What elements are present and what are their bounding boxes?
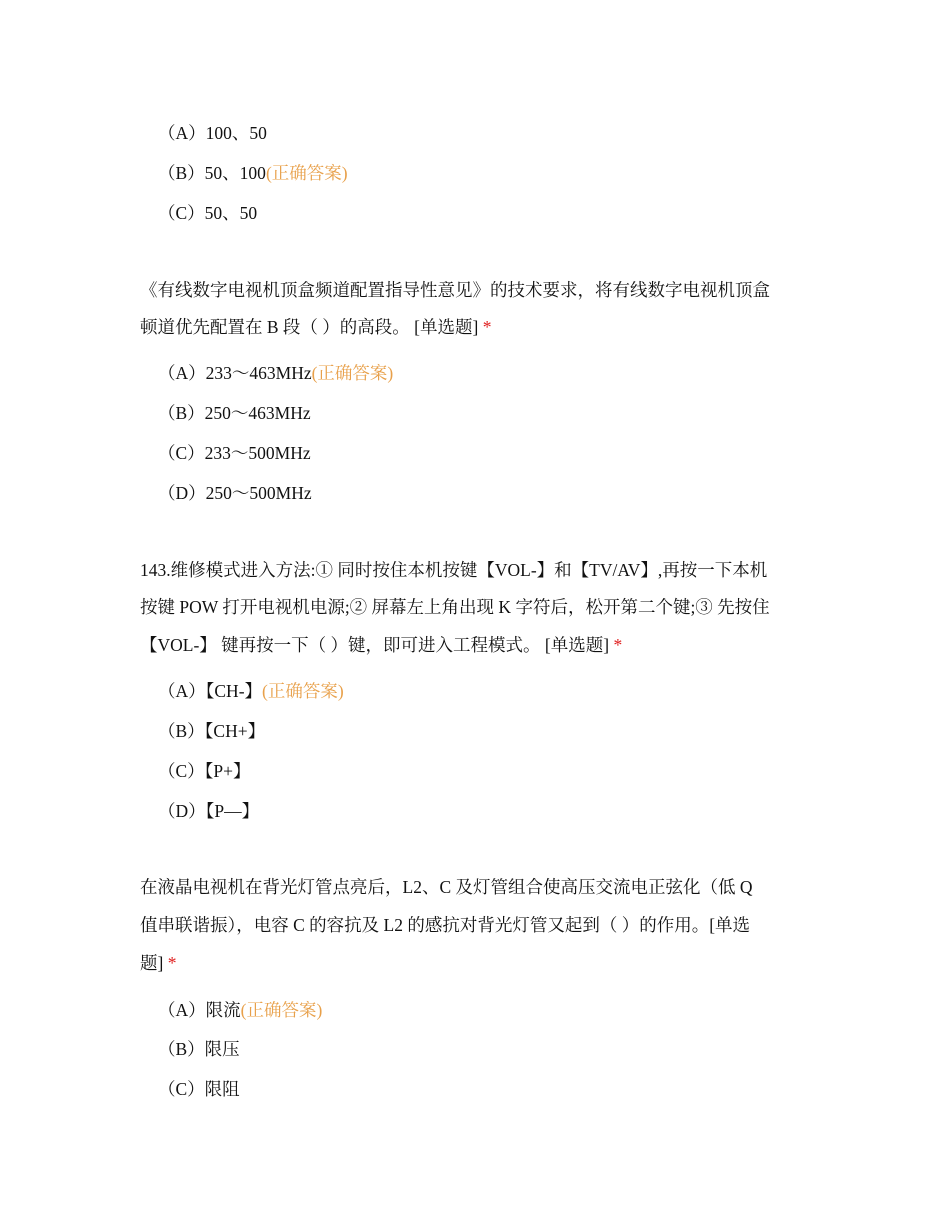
question-type-tag: [单选题] bbox=[414, 317, 479, 337]
required-mark: * bbox=[482, 317, 492, 337]
option bbox=[158, 401, 311, 425]
question-text: 《有线数字电视机顶盒频道配置指导性意见》的技术要求，将有线数字电视机顶盒 bbox=[140, 280, 770, 300]
question-text bbox=[140, 633, 622, 657]
question-text: 在液晶电视机在背光灯管点亮后，L2、C 及灯管组合使高压交流电正弦化（低 Q bbox=[140, 877, 753, 897]
option bbox=[158, 799, 259, 823]
question-line: 题] bbox=[140, 953, 164, 973]
option-text: （B）【CH+】 bbox=[158, 721, 266, 741]
correct-answer-label: (正确答案) bbox=[240, 1000, 323, 1020]
option bbox=[158, 719, 265, 743]
option-correct bbox=[158, 361, 393, 385]
option-text: （A）【CH-】 bbox=[158, 681, 263, 701]
correct-answer-label: (正确答案) bbox=[262, 681, 344, 701]
option-text: （D）【P—】 bbox=[158, 801, 260, 821]
option-text: （C）【P+】 bbox=[158, 761, 251, 781]
required-mark: * bbox=[613, 635, 623, 655]
question-text: 143.维修模式进入方法:① 同时按住本机按键【VOL-】和【TV/AV】,再按一下本机 bbox=[140, 560, 768, 580]
option-text: （A）233～463MHz bbox=[158, 363, 312, 383]
option-text: （C）限阻 bbox=[158, 1079, 240, 1099]
question-text: 按键 POW 打开电视机电源;② 屏幕左上角出现 K 字符后，松开第二个键;③ 先按住 bbox=[140, 597, 770, 617]
question-text bbox=[140, 315, 491, 339]
option-text: （C）50、50 bbox=[158, 203, 258, 223]
option-text: （B）250～463MHz bbox=[158, 403, 311, 423]
correct-answer-label: (正确答案) bbox=[265, 163, 348, 183]
correct-answer-label: (正确答案) bbox=[311, 363, 394, 383]
option bbox=[158, 1077, 240, 1101]
question-text bbox=[140, 951, 176, 975]
option-text: （A）限流 bbox=[158, 1000, 241, 1020]
option-correct bbox=[158, 161, 348, 185]
question-type-tag: [单选题] bbox=[544, 635, 610, 655]
option bbox=[158, 481, 312, 505]
option bbox=[158, 121, 267, 145]
option-text: （D）250～500MHz bbox=[158, 483, 312, 503]
required-mark: * bbox=[167, 953, 177, 973]
option bbox=[158, 1037, 240, 1061]
question-line: 【VOL-】 键再按一下（ ）键，即可进入工程模式。 bbox=[140, 635, 541, 655]
option bbox=[158, 201, 257, 225]
option bbox=[158, 441, 311, 465]
option-text: （B）50、100 bbox=[158, 163, 266, 183]
option-correct bbox=[158, 679, 344, 703]
question-line: 顿道优先配置在 B 段（ ）的高段。 bbox=[140, 317, 410, 337]
question-text: 值串联谐振），电容 C 的容抗及 L2 的感抗对背光灯管又起到（ ）的作用。[单选 bbox=[140, 915, 751, 935]
option bbox=[158, 759, 251, 783]
option-text: （A）100、50 bbox=[158, 123, 267, 143]
option-text: （C）233～500MHz bbox=[158, 443, 311, 463]
option-correct bbox=[158, 998, 322, 1022]
option-text: （B）限压 bbox=[158, 1039, 240, 1059]
